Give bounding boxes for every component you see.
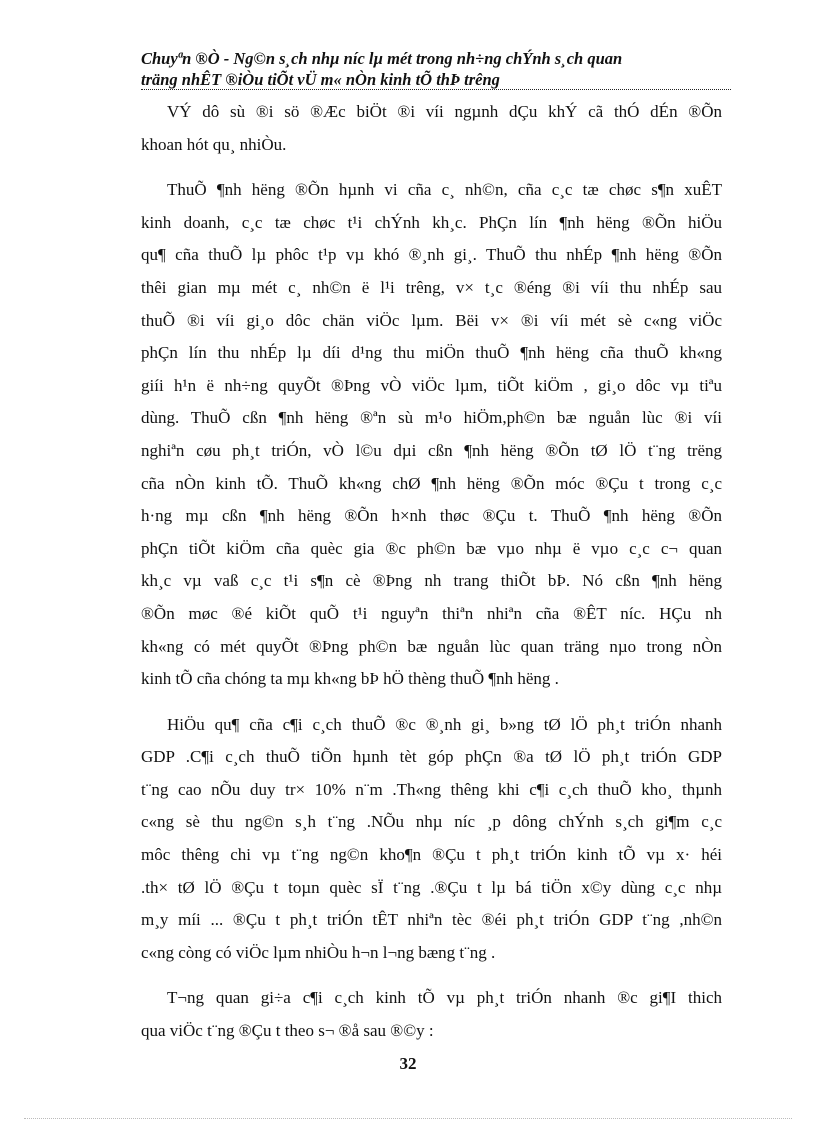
text-line: T¬ng quan gi÷a c¶i c¸ch kinh tÕ vµ ph¸t triÓn nhanh ®c gi¶I thich <box>167 988 722 1008</box>
text-line: môc thêng chi vµ t¨ng ng©n kho¶n ®Çu t ph¸t triÓn kinh tÕ vµ x· héi <box>141 845 722 865</box>
page-number: 32 <box>399 1054 417 1073</box>
text-line: .th× tØ lÖ ®Çu t toµn quèc sÏ t¨ng .®Çu t lµ bá tiÖn x©y dùng c¸c nhµ <box>141 877 722 897</box>
text-line: phÇn lín thu nhÉp lµ díi d¹ng thu miÖn thuÕ ¶nh hëng cña thuÕ kh«ng <box>141 343 722 363</box>
text-line: thêi gian mµ mét c¸ nh©n ë l¹i trêng, v× t¸c ®éng ®i víi thu nhÉp sau <box>141 277 722 297</box>
paragraph-1 <box>141 96 722 161</box>
text-line: thuÕ ®i víi gi¸o dôc chän viÖc lµm. Bëi v× ®i víi mét sè c«ng viÖc <box>141 310 722 330</box>
text-line: h·ng mµ cßn ¶nh hëng ®Õn h×nh thøc ®Çu t. ThuÕ ¶nh hëng ®Õn <box>141 506 722 526</box>
text-line: khoan hót qu¸ nhiÒu. <box>141 134 287 154</box>
page-bottom-divider <box>24 1118 792 1119</box>
text-line: qua viÖc t¨ng ®Çu t theo s¬ ®å sau ®©y : <box>141 1021 434 1041</box>
text-line: GDP .C¶i c¸ch thuÕ tiÕn hµnh tèt góp phÇn ®a tØ lÖ ph¸t triÓn GDP <box>141 747 722 767</box>
running-header <box>141 48 731 90</box>
text-line: kinh doanh, c¸c tæ chøc t¹i chÝnh kh¸c. PhÇn lín ¶nh hëng ®Õn hiÖu <box>141 212 722 232</box>
text-line: giíi h¹n ë nh÷ng quyÕt ®Þng vÒ viÖc lµm, tiÕt kiÖm , gi¸o dôc vµ tiªu <box>141 375 722 395</box>
text-line: nghiªn cøu ph¸t triÓn, vÒ l©u dµi cßn ¶nh hëng ®Õn tØ lÖ t¨ng trëng <box>141 440 722 460</box>
text-line: cña nÒn kinh tÕ. ThuÕ kh«ng chØ ¶nh hëng ®Õn móc ®Çu t trong c¸c <box>141 473 722 493</box>
paragraph-2 <box>141 174 722 696</box>
text-line: c«ng sè thu ng©n s¸h t¨ng .NÕu nhµ níc ¸p dông chÝnh s¸ch gi¶m c¸c <box>141 812 722 832</box>
text-line: ®Õn møc ®é kiÕt quÕ t¹i nguyªn thiªn nhiªn cña ®ÊT níc. HÇu nh <box>141 603 722 623</box>
text-line: t¨ng cao nÕu duy tr× 10% n¨m .Th«ng thêng khi c¶i c¸ch thuÕ kho¸ thµnh <box>141 779 722 799</box>
text-line: dùng. ThuÕ cßn ¶nh hëng ®ªn sù m¹o hiÖm,ph©n bæ nguån lùc ®i víi <box>141 408 722 428</box>
paragraph-4 <box>141 982 722 1047</box>
text-line: ThuÕ ¶nh hëng ®Õn hµnh vi cña c¸ nh©n, cña c¸c tæ chøc s¶n xuÊT <box>167 180 722 200</box>
text-line: kh«ng có mét quyÕt ®Þng ph©n bæ nguån lùc quan träng nµo trong nÒn <box>141 636 722 656</box>
text-line: VÝ dô sù ®i sö ®Æc biÖt ®i víi ngµnh dÇu khÝ cã thÓ dÉn ®Õn <box>167 102 722 121</box>
body-text <box>141 96 722 1061</box>
header-line-1: Chuyªn ®Ò - Ng©n s¸ch nhµ níc lµ mét trong nh÷ng chÝnh s¸ch quan <box>141 49 623 68</box>
paragraph-3 <box>141 709 722 970</box>
text-line: qu¶ cña thuÕ lµ phôc t¹p vµ khó ®¸nh gi¸. ThuÕ thu nhÉp ¶nh hëng ®Õn <box>141 245 722 265</box>
header-divider <box>141 89 731 90</box>
text-line: kh¸c vµ vaß c¸c t¹i s¶n cè ®Þng nh trang thiÕt bÞ. Nó cßn ¶nh hëng <box>141 571 722 591</box>
text-line: HiÖu qu¶ cña c¶i c¸ch thuÕ ®c ®¸nh gi¸ b»ng tØ lÖ ph¸t triÓn nhanh <box>167 714 722 734</box>
text-line: c«ng còng có viÖc lµm nhiÒu h¬n l¬ng bæng t¨ng . <box>141 942 496 962</box>
text-line: kinh tÕ cña chóng ta mµ kh«ng bÞ hÖ thèng thuÕ ¶nh hëng . <box>141 669 559 689</box>
header-line-2: träng nhÊT ®iÒu tiÕt vÜ m« nÒn kinh tÕ thÞ trêng <box>141 70 500 89</box>
text-line: m¸y míi ... ®Çu t ph¸t triÓn tÊT nhiªn tèc ®éi ph¸t triÓn GDP t¨ng ,nh©n <box>141 910 722 930</box>
text-line: phÇn tiÕt kiÖm cña quèc gia ®c ph©n bæ vµo nhµ ë vµo c¸c c¬ quan <box>141 538 722 558</box>
